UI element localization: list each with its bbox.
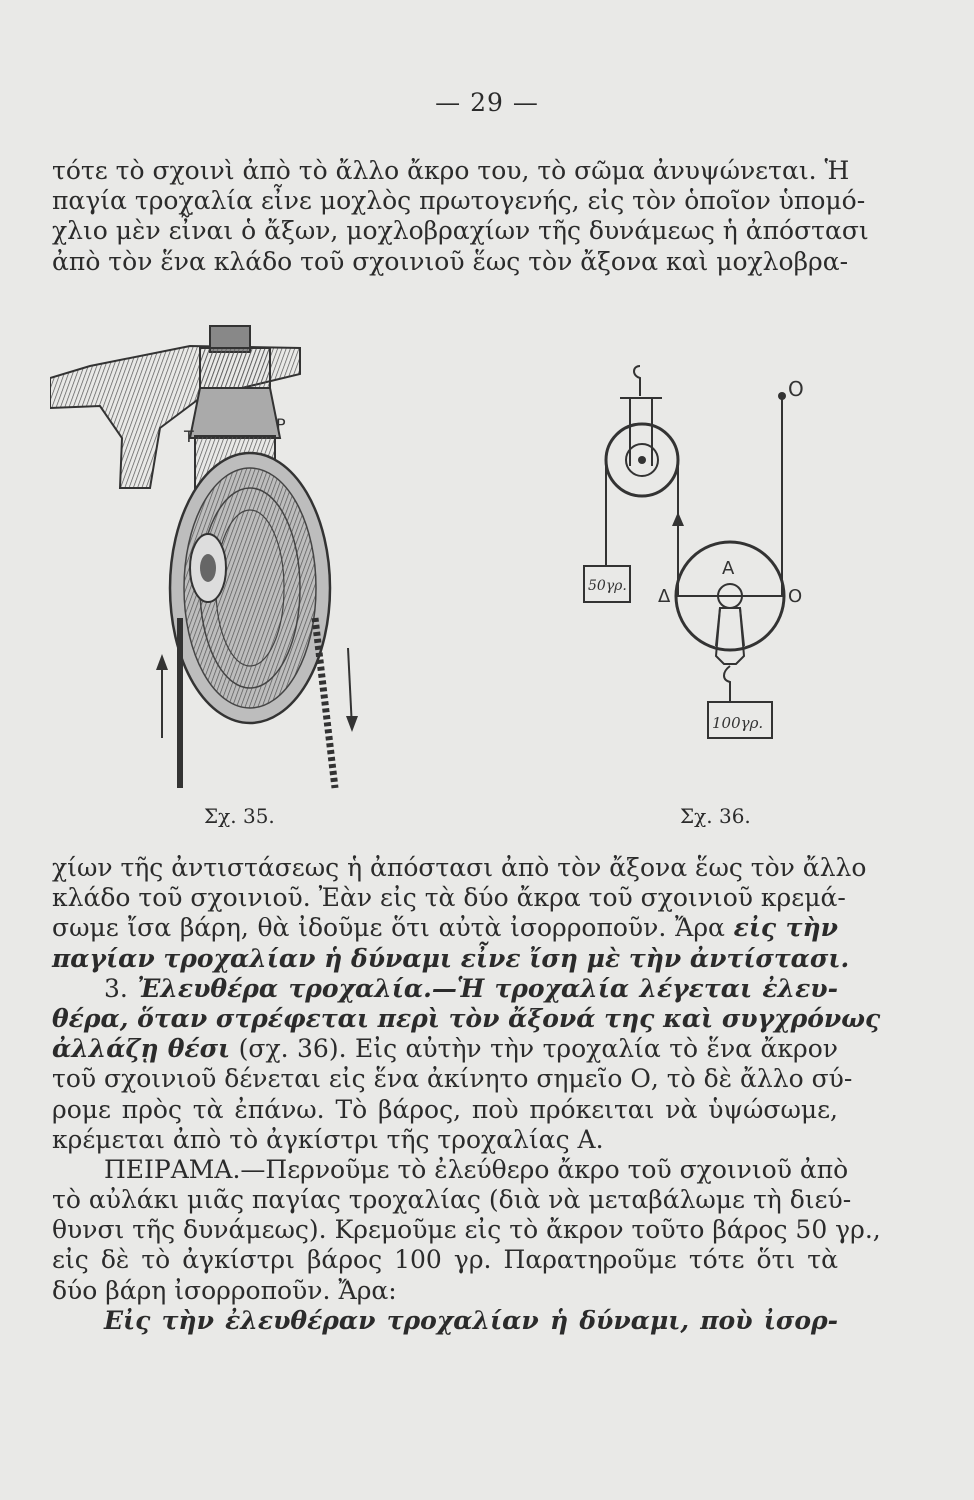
text-line-emphasis: παγίαν τροχαλίαν ἡ δύναμι εἶνε ἴση μὲ τὴν ἀντίστασι. — [52, 943, 850, 973]
text-line: εἰς δὲ τὸ ἀγκίστρι βάρος 100 γρ. Παρατηροῦμε τότε ὅτι τὰ — [52, 1245, 838, 1275]
text-line: δύο βάρη ἰσορροποῦν. Ἄρα: — [52, 1275, 397, 1305]
text-line: χίων τῆς ἀντιστάσεως ἡ ἀπόστασι ἀπὸ τὸν ἄξονα ἕως τὸν ἄλλο — [52, 853, 867, 882]
emphasis-span: ἀλλάζῃ θέσι — [52, 1034, 231, 1064]
figure-35-fixed-pulley — [50, 318, 370, 798]
text-line: παγία τροχαλία εἶνε μοχλὸς πρωτογενής, εἰς τὸν ὁποῖον ὑπομό- — [52, 186, 866, 216]
label-weight-100: 100γρ. — [712, 714, 764, 732]
text-line: ἀπὸ τὸν ἕνα κλάδο τοῦ σχοινιοῦ ἕως τὸν ἄξονα καὶ μοχλοβρα- — [52, 246, 849, 276]
text-line: τὸ αὐλάκι μιᾶς παγίας τροχαλίας (διὰ νὰ μεταβάλωμε τὴ διεύ- — [52, 1185, 852, 1215]
text-span: σωμε ἴσα βάρη, θὰ ἰδοῦμε ὅτι αὐτὰ ἰσορροποῦν. Ἄρα — [52, 913, 734, 943]
label-a: A — [722, 558, 735, 579]
paragraph-bottom — [52, 853, 881, 1336]
text-line: ΠΕΙΡΑΜΑ.—Περνοῦμε τὸ ἐλεύθερο ἄκρο τοῦ σχοινιοῦ ἀπὸ — [104, 1154, 849, 1184]
text-line: τοῦ σχοινιοῦ δένεται εἰς ἕνα ἀκίνητο σημεῖο Ο, τὸ δὲ ἄλλο σύ- — [52, 1064, 853, 1094]
text-line-emphasis: Εἰς τὴν ἐλευθέραν τροχαλίαν ἡ δύναμι, ποὺ ἰσορ- — [104, 1305, 838, 1335]
text-line — [52, 1034, 838, 1064]
text-line: θυνσι τῆς δυνάμεως). Κρεμοῦμε εἰς τὸ ἄκρον τοῦτο βάρος 50 γρ., — [52, 1215, 881, 1245]
label-o-top: O — [788, 377, 804, 401]
text-line: τότε τὸ σχοινὶ ἀπὸ τὸ ἄλλο ἄκρο του, τὸ σῶμα ἀνυψώνεται. Ἡ — [52, 156, 850, 185]
figure-35-caption: Σχ. 35. — [204, 804, 275, 828]
text-span: (σχ. 36). Εἰς αὐτὴν τὴν τροχαλία τὸ ἕνα ἄκρον — [230, 1034, 838, 1064]
text-line: κρέμεται ἀπὸ τὸ ἀγκίστρι τῆς τροχαλίας Α. — [52, 1124, 604, 1154]
figure-36-free-pulley — [570, 356, 830, 786]
text-line: χλιο μὲν εἶναι ὁ ἄξων, μοχλοβραχίων τῆς δυνάμεως ἡ ἀπόστασι — [52, 216, 869, 246]
section-number: 3. — [104, 973, 138, 1003]
label-o-mid: O — [788, 586, 803, 607]
text-line — [52, 913, 838, 943]
page-number: — 29 — — [435, 88, 539, 117]
text-line: κλάδο τοῦ σχοινιοῦ. Ἐὰν εἰς τὰ δύο ἄκρα τοῦ σχοινιοῦ κρεμά- — [52, 883, 846, 913]
paragraph-top — [52, 156, 869, 277]
text-line: ρομε πρὸς τὰ ἐπάνω. Τὸ βάρος, ποὺ πρόκειται νὰ ὑψώσωμε, — [52, 1094, 838, 1124]
figure-36-caption: Σχ. 36. — [680, 804, 751, 828]
label-p: P — [276, 415, 286, 434]
emphasis-span: εἰς τὴν — [733, 913, 838, 943]
section-heading-line — [52, 974, 838, 1004]
label-delta: Δ — [658, 586, 671, 607]
text-line-emphasis: θέρα, ὅταν στρέφεται περὶ τὸν ἄξονά της καὶ συγχρόνως — [52, 1003, 881, 1033]
label-weight-50: 50γρ. — [588, 578, 627, 594]
section-title: Ἐλευθέρα τροχαλία.—Ἡ τροχαλία λέγεται ἐλευ- — [137, 973, 838, 1003]
label-t: T — [184, 427, 194, 446]
